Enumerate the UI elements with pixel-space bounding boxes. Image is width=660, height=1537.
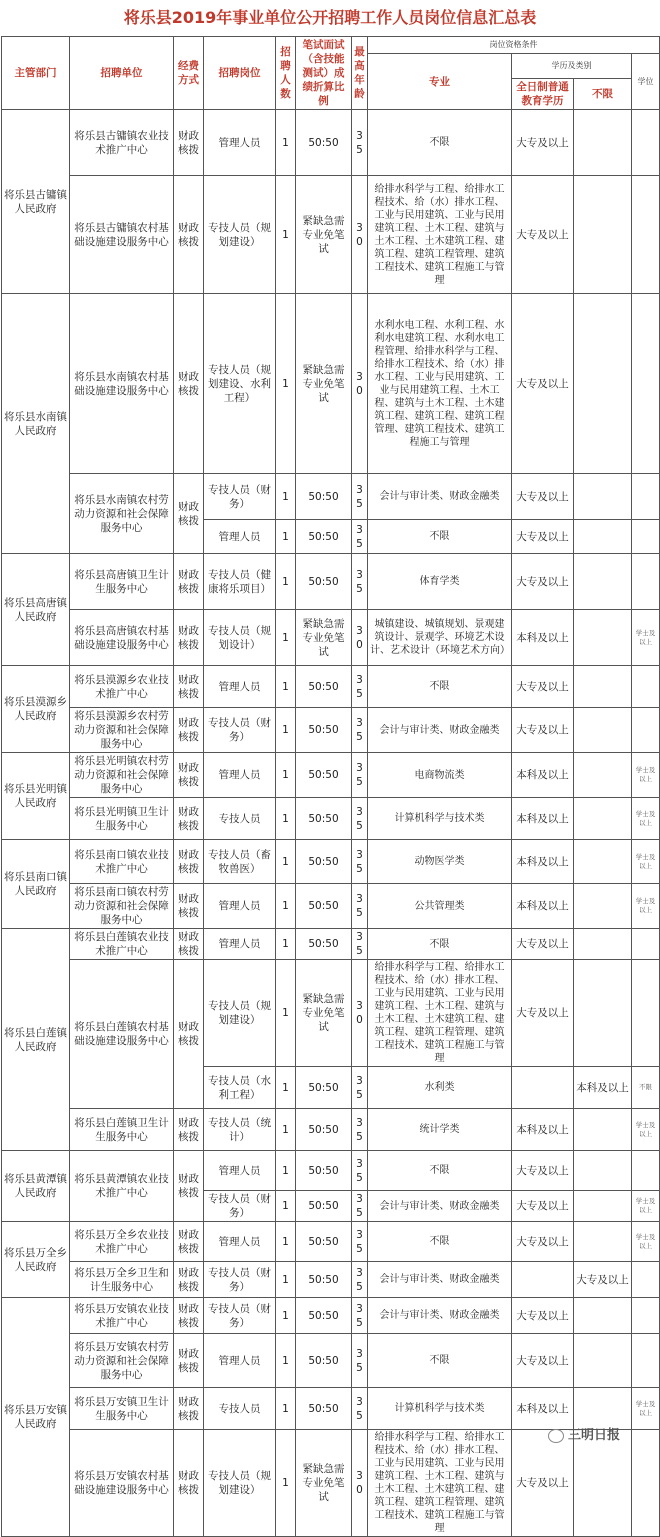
cell-edu-full: 本科及以上 xyxy=(512,840,574,884)
cell-fund: 财政核拨 xyxy=(174,294,204,474)
cell-degree xyxy=(632,110,660,176)
cell-fund: 财政核拨 xyxy=(174,1151,204,1222)
cell-edu-full: 大专及以上 xyxy=(512,294,574,474)
cell-fund: 财政核拨 xyxy=(174,884,204,929)
cell-num: 1 xyxy=(276,554,296,610)
cell-unit: 将乐县漠源乡农业技术推广中心 xyxy=(70,666,174,708)
cell-post: 专技人员 xyxy=(204,1388,276,1430)
header-ratio: 笔试面试（含技能测试）成绩折算比例 xyxy=(296,37,352,110)
cell-age: 35 xyxy=(352,1151,368,1191)
cell-edu-any xyxy=(574,610,632,666)
cell-post: 专技人员（规划建设） xyxy=(204,1430,276,1537)
cell-post: 专技人员（水利工程） xyxy=(204,1067,276,1109)
cell-unit: 将乐县万安镇卫生计生服务中心 xyxy=(70,1388,174,1430)
cell-major: 会计与审计类、财政金融类 xyxy=(368,474,512,520)
cell-age: 35 xyxy=(352,1222,368,1262)
cell-edu-any xyxy=(574,1430,632,1537)
cell-ratio: 50:50 xyxy=(296,1334,352,1388)
table-row xyxy=(2,474,660,520)
cell-edu-any xyxy=(574,708,632,753)
cell-age: 35 xyxy=(352,884,368,929)
cell-degree: 学士及以上 xyxy=(632,610,660,666)
cell-num: 1 xyxy=(276,798,296,840)
cell-fund: 财政核拨 xyxy=(174,708,204,753)
cell-age: 35 xyxy=(352,1262,368,1298)
cell-age: 35 xyxy=(352,1388,368,1430)
header-edu: 学历及类别 xyxy=(512,54,632,79)
cell-degree xyxy=(632,1430,660,1537)
cell-post: 管理人员 xyxy=(204,1334,276,1388)
cell-age: 35 xyxy=(352,1067,368,1109)
cell-edu-full xyxy=(512,1067,574,1109)
cell-age: 35 xyxy=(352,1191,368,1222)
table-header xyxy=(2,37,660,110)
cell-degree xyxy=(632,176,660,294)
cell-num: 1 xyxy=(276,1109,296,1151)
cell-degree xyxy=(632,1262,660,1298)
cell-degree xyxy=(632,554,660,610)
cell-dept: 将乐县古镛镇人民政府 xyxy=(2,110,70,294)
cell-post: 专技人员（规划建设） xyxy=(204,960,276,1067)
cell-num: 1 xyxy=(276,1430,296,1537)
cell-dept: 将乐县光明镇人民政府 xyxy=(2,753,70,840)
cell-post: 专技人员（规划设计） xyxy=(204,610,276,666)
cell-ratio: 50:50 xyxy=(296,1151,352,1191)
cell-dept: 将乐县万全乡人民政府 xyxy=(2,1222,70,1298)
cell-edu-any xyxy=(574,554,632,610)
cell-num: 1 xyxy=(276,1262,296,1298)
cell-ratio: 50:50 xyxy=(296,840,352,884)
cell-fund: 财政核拨 xyxy=(174,1262,204,1298)
cell-num: 1 xyxy=(276,884,296,929)
cell-major: 不限 xyxy=(368,110,512,176)
cell-major: 不限 xyxy=(368,1151,512,1191)
cell-fund: 财政核拨 xyxy=(174,474,204,554)
cell-age: 30 xyxy=(352,1430,368,1537)
table-row xyxy=(2,840,660,884)
table-row xyxy=(2,1262,660,1298)
cell-num: 1 xyxy=(276,708,296,753)
cell-age: 35 xyxy=(352,929,368,960)
header-edu-full: 全日制普通教育学历 xyxy=(512,79,574,110)
cell-num: 1 xyxy=(276,840,296,884)
table-row xyxy=(2,1430,660,1537)
table-row xyxy=(2,884,660,929)
cell-edu-full xyxy=(512,1262,574,1298)
cell-ratio: 50:50 xyxy=(296,884,352,929)
cell-post: 专技人员（财务） xyxy=(204,474,276,520)
cell-unit: 将乐县光明镇卫生计生服务中心 xyxy=(70,798,174,840)
cell-major: 不限 xyxy=(368,1222,512,1262)
cell-fund: 财政核拨 xyxy=(174,610,204,666)
table-row xyxy=(2,1222,660,1262)
cell-dept: 将乐县白莲镇人民政府 xyxy=(2,929,70,1151)
cell-degree: 不限 xyxy=(632,1067,660,1109)
cell-edu-any xyxy=(574,798,632,840)
cell-unit: 将乐县万安镇农村劳动力资源和社会保障服务中心 xyxy=(70,1334,174,1388)
cell-edu-any xyxy=(574,1334,632,1388)
cell-fund: 财政核拨 xyxy=(174,1334,204,1388)
cell-age: 35 xyxy=(352,110,368,176)
cell-unit: 将乐县白莲镇农业技术推广中心 xyxy=(70,929,174,960)
table-row xyxy=(2,1109,660,1151)
cell-edu-full: 大专及以上 xyxy=(512,960,574,1067)
header-degree: 学位 xyxy=(632,54,660,110)
cell-age: 30 xyxy=(352,610,368,666)
cell-major: 给排水科学与工程、给排水工程技术、给（水）排水工程、工业与民用建筑、工业与民用建筑工程、土木工程、建筑与土木工程、土木建筑工程、建筑工程、建筑工程管理、建筑工程技术、建筑工程施工与管理 xyxy=(368,176,512,294)
cell-edu-full: 本科及以上 xyxy=(512,1388,574,1430)
cell-ratio: 50:50 xyxy=(296,1109,352,1151)
cell-num: 1 xyxy=(276,1151,296,1191)
cell-age: 35 xyxy=(352,666,368,708)
watermark-text: 三明日报 xyxy=(568,1428,621,1443)
cell-fund: 财政核拨 xyxy=(174,666,204,708)
cell-edu-full: 本科及以上 xyxy=(512,610,574,666)
cell-unit: 将乐县黄潭镇农业技术推广中心 xyxy=(70,1151,174,1222)
cell-ratio: 紧缺急需专业免笔试 xyxy=(296,610,352,666)
table-body xyxy=(2,110,660,1537)
cell-post: 管理人员 xyxy=(204,110,276,176)
cell-ratio: 50:50 xyxy=(296,666,352,708)
cell-major: 水利水电工程、水利工程、水利水电建筑工程、水利水电工程管理、给排水科学与工程、给排水工程技术、给（水）排水工程、工业与民用建筑、工业与民用建筑工程、土木工程、建筑与土木工程、土木建筑工程、建筑工程、建筑工程管理、建筑工程技术、建筑工程施工与管理 xyxy=(368,294,512,474)
cell-post: 专技人员（财务） xyxy=(204,1298,276,1334)
table-row xyxy=(2,1334,660,1388)
cell-unit: 将乐县万全乡农业技术推广中心 xyxy=(70,1222,174,1262)
cell-degree xyxy=(632,474,660,520)
cell-dept: 将乐县南口镇人民政府 xyxy=(2,840,70,929)
table-row xyxy=(2,798,660,840)
cell-degree xyxy=(632,294,660,474)
header-dept: 主管部门 xyxy=(2,37,70,110)
cell-major: 计算机科学与技术类 xyxy=(368,1388,512,1430)
cell-edu-full: 大专及以上 xyxy=(512,554,574,610)
table-row xyxy=(2,176,660,294)
cell-age: 35 xyxy=(352,520,368,554)
cell-ratio: 50:50 xyxy=(296,1222,352,1262)
cell-num: 1 xyxy=(276,474,296,520)
cell-edu-any xyxy=(574,753,632,798)
cell-num: 1 xyxy=(276,1388,296,1430)
cell-num: 1 xyxy=(276,1222,296,1262)
cell-fund: 财政核拨 xyxy=(174,1298,204,1334)
cell-num: 1 xyxy=(276,666,296,708)
header-edu-any: 不限 xyxy=(574,79,632,110)
cell-fund: 财政核拨 xyxy=(174,110,204,176)
cell-unit: 将乐县水南镇农村劳动力资源和社会保障服务中心 xyxy=(70,474,174,554)
cell-unit: 将乐县白莲镇卫生计生服务中心 xyxy=(70,1109,174,1151)
cell-edu-full: 大专及以上 xyxy=(512,1191,574,1222)
cell-degree: 学士及以上 xyxy=(632,840,660,884)
table-row xyxy=(2,554,660,610)
cell-major: 会计与审计类、财政金融类 xyxy=(368,1191,512,1222)
cell-edu-full: 本科及以上 xyxy=(512,884,574,929)
cell-major: 统计学类 xyxy=(368,1109,512,1151)
cell-unit: 将乐县万安镇农村基础设施建设服务中心 xyxy=(70,1430,174,1537)
cell-edu-any xyxy=(574,1298,632,1334)
wechat-icon xyxy=(548,1429,564,1443)
cell-ratio: 紧缺急需专业免笔试 xyxy=(296,294,352,474)
cell-fund: 财政核拨 xyxy=(174,798,204,840)
cell-num: 1 xyxy=(276,929,296,960)
cell-age: 30 xyxy=(352,176,368,294)
header-qual: 岗位资格条件 xyxy=(368,37,660,54)
cell-degree: 学士及以上 xyxy=(632,884,660,929)
cell-age: 35 xyxy=(352,840,368,884)
cell-edu-full: 大专及以上 xyxy=(512,110,574,176)
cell-edu-full: 大专及以上 xyxy=(512,929,574,960)
page-title: 将乐县2019年事业单位公开招聘工作人员岗位信息汇总表 xyxy=(123,8,537,27)
cell-dept: 将乐县水南镇人民政府 xyxy=(2,294,70,554)
cell-age: 35 xyxy=(352,474,368,520)
cell-num: 1 xyxy=(276,1334,296,1388)
cell-unit: 将乐县南口镇农村劳动力资源和社会保障服务中心 xyxy=(70,884,174,929)
cell-edu-full: 大专及以上 xyxy=(512,1430,574,1537)
cell-degree: 学士及以上 xyxy=(632,798,660,840)
cell-major: 城镇建设、城镇规划、景观建筑设计、景观学、环境艺术设计、艺术设计（环境艺术方向） xyxy=(368,610,512,666)
cell-ratio: 50:50 xyxy=(296,474,352,520)
cell-post: 专技人员（统计） xyxy=(204,1109,276,1151)
cell-post: 专技人员（健康将乐项目） xyxy=(204,554,276,610)
cell-major: 不限 xyxy=(368,666,512,708)
cell-age: 30 xyxy=(352,960,368,1067)
cell-degree: 学士及以上 xyxy=(632,1388,660,1430)
cell-major: 会计与审计类、财政金融类 xyxy=(368,1262,512,1298)
cell-edu-any xyxy=(574,474,632,520)
cell-edu-any xyxy=(574,1191,632,1222)
cell-major: 不限 xyxy=(368,929,512,960)
cell-post: 管理人员 xyxy=(204,929,276,960)
cell-edu-full: 本科及以上 xyxy=(512,798,574,840)
cell-major: 会计与审计类、财政金融类 xyxy=(368,1298,512,1334)
cell-degree xyxy=(632,960,660,1067)
cell-post: 管理人员 xyxy=(204,884,276,929)
cell-major: 体育学类 xyxy=(368,554,512,610)
table-row xyxy=(2,929,660,960)
cell-ratio: 紧缺急需专业免笔试 xyxy=(296,1430,352,1537)
cell-edu-any xyxy=(574,1151,632,1191)
cell-major: 给排水科学与工程、给排水工程技术、给（水）排水工程、工业与民用建筑、工业与民用建筑工程、土木工程、建筑与土木工程、土木建筑工程、建筑工程、建筑工程管理、建筑工程技术、建筑工程施工与管理 xyxy=(368,960,512,1067)
cell-edu-any xyxy=(574,960,632,1067)
cell-ratio: 50:50 xyxy=(296,554,352,610)
cell-ratio: 50:50 xyxy=(296,520,352,554)
cell-post: 管理人员 xyxy=(204,753,276,798)
cell-post: 管理人员 xyxy=(204,1222,276,1262)
cell-unit: 将乐县白莲镇农村基础设施建设服务中心 xyxy=(70,960,174,1109)
cell-post: 专技人员（规划建设） xyxy=(204,176,276,294)
cell-ratio: 50:50 xyxy=(296,1067,352,1109)
cell-ratio: 紧缺急需专业免笔试 xyxy=(296,960,352,1067)
cell-edu-full: 大专及以上 xyxy=(512,1334,574,1388)
cell-edu-full: 大专及以上 xyxy=(512,176,574,294)
table-row xyxy=(2,110,660,176)
cell-age: 35 xyxy=(352,708,368,753)
cell-major: 不限 xyxy=(368,520,512,554)
cell-unit: 将乐县古镛镇农业技术推广中心 xyxy=(70,110,174,176)
header-age: 最高年龄 xyxy=(352,37,368,110)
cell-num: 1 xyxy=(276,753,296,798)
cell-edu-full: 本科及以上 xyxy=(512,1109,574,1151)
cell-age: 35 xyxy=(352,554,368,610)
cell-degree: 学士及以上 xyxy=(632,1191,660,1222)
cell-unit: 将乐县古镛镇农村基础设施建设服务中心 xyxy=(70,176,174,294)
cell-post: 专技人员（财务） xyxy=(204,1191,276,1222)
cell-ratio: 紧缺急需专业免笔试 xyxy=(296,176,352,294)
cell-edu-full: 大专及以上 xyxy=(512,474,574,520)
cell-edu-any xyxy=(574,666,632,708)
cell-num: 1 xyxy=(276,1191,296,1222)
cell-ratio: 50:50 xyxy=(296,708,352,753)
cell-fund: 财政核拨 xyxy=(174,176,204,294)
table-row xyxy=(2,1151,660,1191)
cell-num: 1 xyxy=(276,294,296,474)
cell-degree: 学士及以上 xyxy=(632,753,660,798)
cell-degree xyxy=(632,1334,660,1388)
cell-unit: 将乐县高唐镇农村基础设施建设服务中心 xyxy=(70,610,174,666)
table-row xyxy=(2,1298,660,1334)
cell-edu-full: 本科及以上 xyxy=(512,753,574,798)
cell-post: 管理人员 xyxy=(204,520,276,554)
cell-age: 30 xyxy=(352,294,368,474)
cell-fund: 财政核拨 xyxy=(174,960,204,1109)
table-row xyxy=(2,960,660,1067)
cell-edu-full: 大专及以上 xyxy=(512,1298,574,1334)
cell-fund: 财政核拨 xyxy=(174,554,204,610)
cell-degree xyxy=(632,520,660,554)
cell-fund: 财政核拨 xyxy=(174,1430,204,1537)
cell-ratio: 50:50 xyxy=(296,753,352,798)
cell-unit: 将乐县高唐镇卫生计生服务中心 xyxy=(70,554,174,610)
header-major: 专业 xyxy=(368,54,512,110)
cell-unit: 将乐县万安镇农业技术推广中心 xyxy=(70,1298,174,1334)
cell-dept: 将乐县漠源乡人民政府 xyxy=(2,666,70,753)
cell-major: 计算机科学与技术类 xyxy=(368,798,512,840)
cell-edu-any: 大专及以上 xyxy=(574,1262,632,1298)
cell-major: 公共管理类 xyxy=(368,884,512,929)
cell-degree xyxy=(632,666,660,708)
cell-fund: 财政核拨 xyxy=(174,1222,204,1262)
cell-degree: 学士及以上 xyxy=(632,1109,660,1151)
cell-post: 管理人员 xyxy=(204,1151,276,1191)
cell-major: 水利类 xyxy=(368,1067,512,1109)
cell-edu-full: 大专及以上 xyxy=(512,1222,574,1262)
table-row xyxy=(2,708,660,753)
cell-degree xyxy=(632,1298,660,1334)
cell-dept: 将乐县高唐镇人民政府 xyxy=(2,554,70,666)
cell-post: 专技人员 xyxy=(204,798,276,840)
cell-post: 专技人员（财务） xyxy=(204,1262,276,1298)
header-post: 招聘岗位 xyxy=(204,37,276,110)
header-unit: 招聘单位 xyxy=(70,37,174,110)
cell-num: 1 xyxy=(276,110,296,176)
cell-ratio: 50:50 xyxy=(296,798,352,840)
table-row xyxy=(2,610,660,666)
cell-edu-any xyxy=(574,520,632,554)
cell-unit: 将乐县水南镇农村基础设施建设服务中心 xyxy=(70,294,174,474)
cell-age: 35 xyxy=(352,1109,368,1151)
cell-fund: 财政核拨 xyxy=(174,840,204,884)
cell-edu-any xyxy=(574,1222,632,1262)
cell-num: 1 xyxy=(276,520,296,554)
cell-ratio: 50:50 xyxy=(296,1298,352,1334)
cell-degree xyxy=(632,1151,660,1191)
cell-age: 35 xyxy=(352,798,368,840)
cell-dept: 将乐县黄潭镇人民政府 xyxy=(2,1151,70,1222)
table-row xyxy=(2,666,660,708)
cell-num: 1 xyxy=(276,610,296,666)
cell-post: 专技人员（规划建设、水利工程） xyxy=(204,294,276,474)
cell-edu-any: 本科及以上 xyxy=(574,1067,632,1109)
cell-ratio: 50:50 xyxy=(296,929,352,960)
cell-age: 35 xyxy=(352,1298,368,1334)
cell-ratio: 50:50 xyxy=(296,1191,352,1222)
cell-unit: 将乐县漠源乡农村劳动力资源和社会保障服务中心 xyxy=(70,708,174,753)
header-num: 招聘人数 xyxy=(276,37,296,110)
cell-edu-any xyxy=(574,176,632,294)
cell-num: 1 xyxy=(276,1067,296,1109)
table-row xyxy=(2,294,660,474)
cell-dept: 将乐县万安镇人民政府 xyxy=(2,1298,70,1537)
cell-unit: 将乐县万全乡卫生和计生服务中心 xyxy=(70,1262,174,1298)
cell-edu-any xyxy=(574,929,632,960)
table-row xyxy=(2,753,660,798)
cell-edu-full: 大专及以上 xyxy=(512,666,574,708)
cell-unit: 将乐县南口镇农业技术推广中心 xyxy=(70,840,174,884)
cell-age: 35 xyxy=(352,753,368,798)
cell-post: 专技人员（财务） xyxy=(204,708,276,753)
cell-ratio: 50:50 xyxy=(296,1388,352,1430)
cell-ratio: 50:50 xyxy=(296,110,352,176)
cell-num: 1 xyxy=(276,1298,296,1334)
cell-edu-full: 大专及以上 xyxy=(512,1151,574,1191)
cell-unit: 将乐县光明镇农村劳动力资源和社会保障服务中心 xyxy=(70,753,174,798)
cell-edu-full: 大专及以上 xyxy=(512,520,574,554)
recruitment-table xyxy=(1,36,660,1537)
header-fund: 经费方式 xyxy=(174,37,204,110)
cell-fund: 财政核拨 xyxy=(174,1388,204,1430)
cell-major: 动物医学类 xyxy=(368,840,512,884)
cell-edu-any xyxy=(574,294,632,474)
cell-age: 35 xyxy=(352,1334,368,1388)
cell-fund: 财政核拨 xyxy=(174,1109,204,1151)
cell-edu-any xyxy=(574,840,632,884)
cell-ratio: 50:50 xyxy=(296,1262,352,1298)
cell-degree: 学士及以上 xyxy=(632,1222,660,1262)
watermark xyxy=(548,1424,620,1443)
cell-edu-any xyxy=(574,884,632,929)
cell-num: 1 xyxy=(276,960,296,1067)
cell-edu-full: 大专及以上 xyxy=(512,708,574,753)
cell-fund: 财政核拨 xyxy=(174,929,204,960)
cell-major: 会计与审计类、财政金融类 xyxy=(368,708,512,753)
cell-num: 1 xyxy=(276,176,296,294)
cell-degree xyxy=(632,708,660,753)
cell-major: 电商物流类 xyxy=(368,753,512,798)
cell-major: 给排水科学与工程、给排水工程技术、给（水）排水工程、工业与民用建筑、工业与民用建筑工程、土木工程、建筑与土木工程、土木建筑工程、建筑工程、建筑工程管理、建筑工程技术、建筑工程施工与管理 xyxy=(368,1430,512,1537)
cell-major: 不限 xyxy=(368,1334,512,1388)
cell-fund: 财政核拨 xyxy=(174,753,204,798)
cell-edu-any xyxy=(574,1109,632,1151)
cell-edu-any xyxy=(574,110,632,176)
cell-degree xyxy=(632,929,660,960)
cell-post: 专技人员（畜牧兽医） xyxy=(204,840,276,884)
cell-post: 管理人员 xyxy=(204,666,276,708)
